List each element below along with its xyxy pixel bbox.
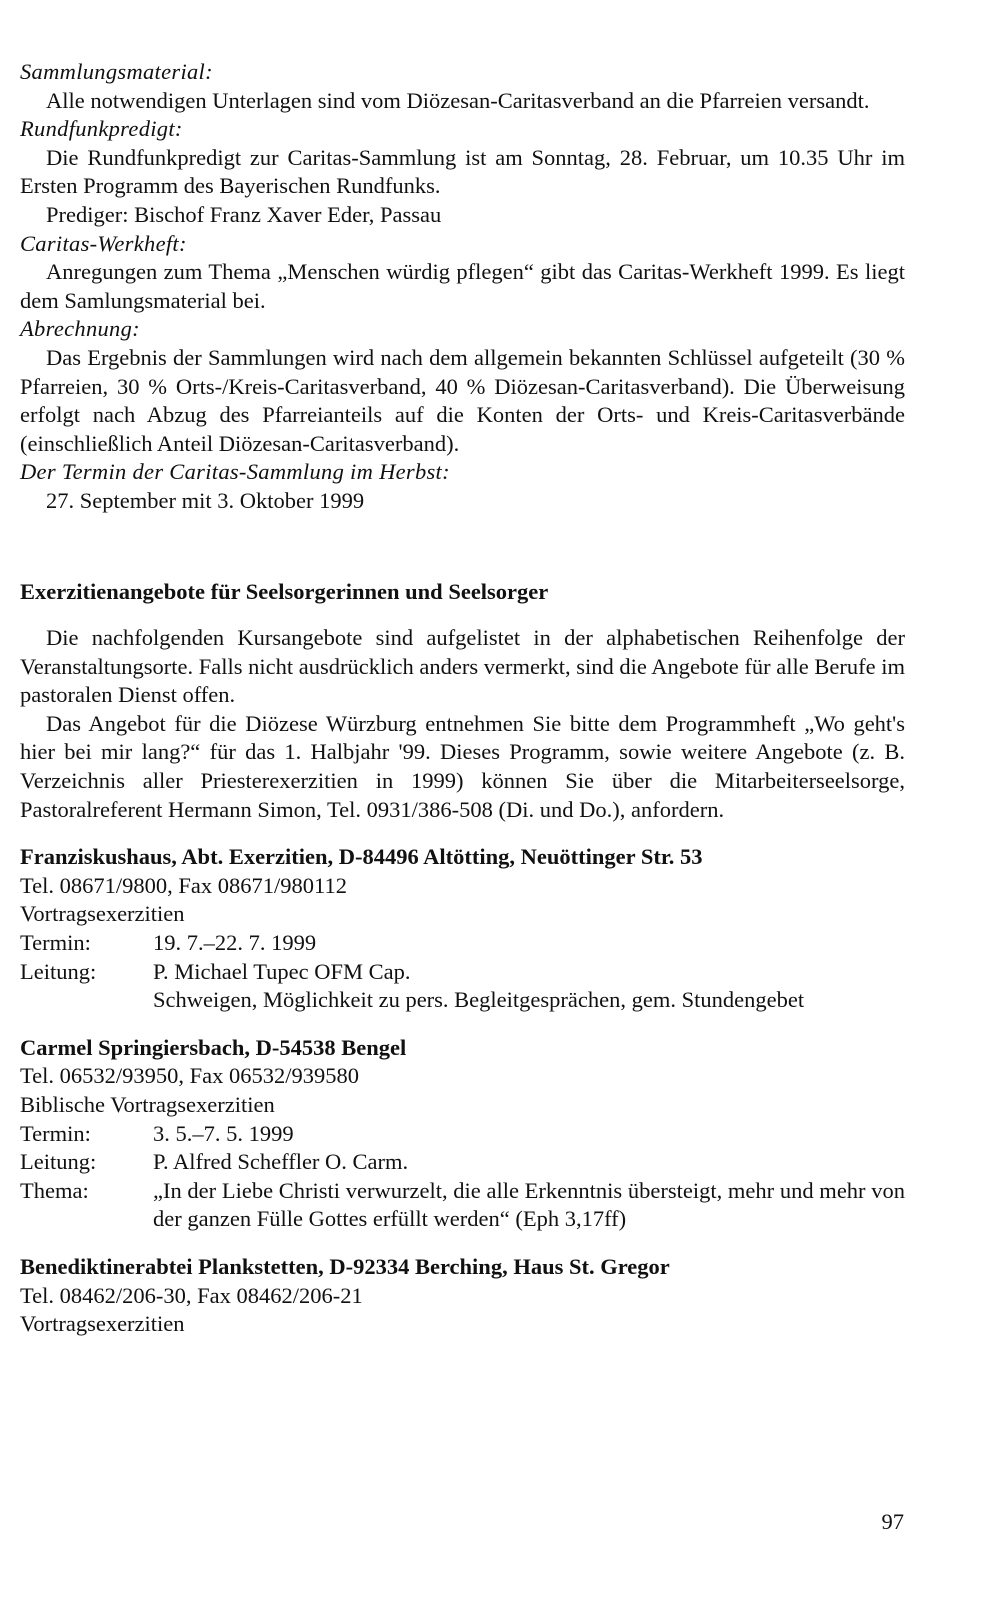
text-caritas-werkheft: Anregungen zum Thema „Menschen würdig pflegen“ gibt das Caritas-Werkheft 1999. Es liegt dem Samlungsmaterial bei. — [20, 259, 905, 313]
label-sammlungsmaterial: Sammlungsmaterial: — [20, 59, 213, 84]
course-leitung-row — [20, 1148, 905, 1177]
label-rundfunkpredigt: Rundfunkpredigt: — [20, 116, 183, 142]
course-type: Vortragsexerzitien — [20, 1311, 185, 1337]
spacer — [20, 1015, 905, 1034]
course-termin-row — [20, 1120, 905, 1149]
course-thema-key: Thema: — [20, 1177, 89, 1203]
course-title: Benediktinerabtei Plankstetten, D-92334 Berching, Haus St. Gregor — [20, 1253, 670, 1279]
course-thema-value: „In der Liebe Christi verwurzelt, die alle Erkenntnis übersteigt, mehr und mehr von der ganzen Fülle Gottes erfüllt werden“ (Eph 3,17ff) — [153, 1177, 905, 1232]
section-heading-exerzitien: Exerzitienangebote für Seelsorgerinnen und Seelsorger — [20, 578, 549, 604]
course-title: Franziskushaus, Abt. Exerzitien, D-84496 Altötting, Neuöttinger Str. 53 — [20, 844, 703, 870]
course-leitung-key: Leitung: — [20, 958, 97, 984]
label-abrechnung: Abrechnung: — [20, 316, 140, 342]
text-prediger: Prediger: Bischof Franz Xaver Eder, Passau — [46, 201, 442, 227]
intro-paragraph-2: Das Angebot für die Diözese Würzburg entnehmen Sie bitte dem Programmheft „Wo geht's hier bei mir lang?“ für das 1. Halbjahr '99. Dieses Programm, sowie weitere Angebote (z. B. Verzeichnis aller Priesterexerzitien in 1999) können Sie über die Mitarbeiterseelsorge, Pastoralreferent Hermann Simon, Tel. 0931/386-508 (Di. und Do.), anfordern. — [20, 710, 905, 822]
course-entry — [20, 843, 905, 1015]
spacer — [20, 516, 905, 578]
course-entry — [20, 1034, 905, 1234]
text-abrechnung: Das Ergebnis der Sammlungen wird nach dem allgemein bekannten Schlüssel aufgeteilt (30 % Pfarreien, 30 % Orts-/Kreis-Caritasverband, 40 % Diözesan-Caritasverband). Die Überweisung erfolgt nach Abzug des Pfarreianteils auf die Konten der Orts- und Kreis-Caritasverbände (einschließlich Anteil Diözesan-Caritasverband). — [20, 344, 905, 456]
course-contact: Tel. 08462/206-30, Fax 08462/206-21 — [20, 1282, 363, 1308]
label-termin-herbst: Der Termin der Caritas-Sammlung im Herbst: — [20, 459, 450, 485]
course-type: Vortragsexerzitien — [20, 901, 185, 927]
text-rundfunkpredigt: Die Rundfunkpredigt zur Caritas-Sammlung ist am Sonntag, 28. Februar, um 10.35 Uhr im Ersten Programm des Bayerischen Rundfunks. — [20, 144, 905, 199]
course-leitung-value: P. Michael Tupec OFM Cap. — [153, 958, 411, 984]
text-termin-herbst: 27. September mit 3. Oktober 1999 — [46, 487, 365, 513]
spacer — [20, 606, 905, 624]
intro-paragraph-1: Die nachfolgenden Kursangebote sind aufgelistet in der alphabetischen Reihenfolge der Veranstaltungsorte. Falls nicht ausdrücklich anders vermerkt, sind die Angebote für alle Berufe im pastoralen Dienst offen. — [20, 625, 905, 708]
page-content — [20, 58, 905, 1339]
course-termin-key: Termin: — [20, 1120, 91, 1146]
course-leitung-row — [20, 958, 905, 987]
course-contact: Tel. 06532/93950, Fax 06532/939580 — [20, 1063, 360, 1089]
spacer — [20, 824, 905, 843]
course-type: Biblische Vortragsexerzitien — [20, 1092, 275, 1117]
course-entry — [20, 1253, 905, 1339]
course-termin-value: 3. 5.–7. 5. 1999 — [153, 1120, 294, 1146]
course-termin-row — [20, 929, 905, 958]
course-contact: Tel. 08671/9800, Fax 08671/980112 — [20, 872, 347, 898]
page-number: 97 — [881, 1509, 904, 1534]
course-details: Schweigen, Möglichkeit zu pers. Begleitgesprächen, gem. Stundengebet — [153, 987, 805, 1013]
spacer — [20, 1234, 905, 1253]
course-termin-value: 19. 7.–22. 7. 1999 — [153, 930, 317, 956]
course-termin-key: Termin: — [20, 930, 91, 956]
course-thema-row — [20, 1177, 905, 1234]
course-leitung-key: Leitung: — [20, 1149, 97, 1175]
text-sammlungsmaterial: Alle notwendigen Unterlagen sind vom Diözesan-Caritasverband an die Pfarreien versandt. — [46, 87, 870, 113]
course-leitung-value: P. Alfred Scheffler O. Carm. — [153, 1149, 409, 1175]
label-caritas-werkheft: Caritas-Werkheft: — [20, 230, 187, 256]
course-title: Carmel Springiersbach, D-54538 Bengel — [20, 1034, 407, 1060]
